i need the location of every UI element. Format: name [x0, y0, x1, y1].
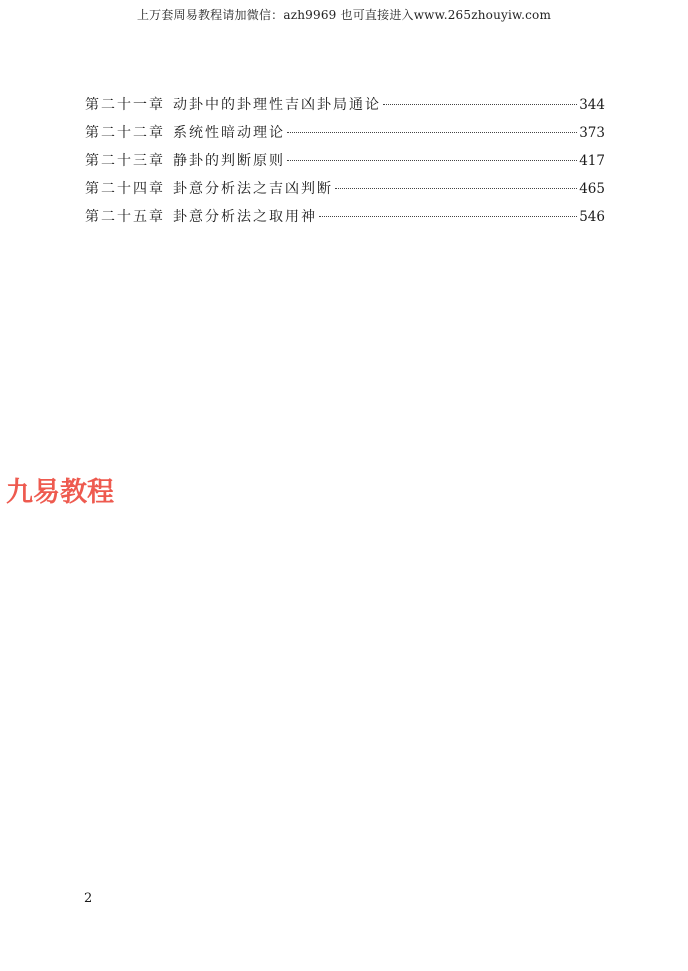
toc-page-number: 546 [579, 209, 605, 225]
toc-chapter-title: 静卦的判断原则 [173, 153, 285, 169]
toc-page-number: 417 [579, 153, 605, 169]
toc-dot-leader [287, 132, 577, 133]
toc-entry[interactable] [85, 94, 605, 122]
toc-dot-leader [319, 216, 577, 217]
toc-chapter-title: 卦意分析法之取用神 [173, 209, 317, 225]
toc-entry[interactable] [85, 178, 605, 206]
toc-entry[interactable] [85, 150, 605, 178]
toc-entry[interactable] [85, 122, 605, 150]
table-of-contents [85, 94, 605, 234]
toc-chapter-number: 第二十三章 [85, 153, 165, 169]
toc-page-number: 373 [579, 125, 605, 141]
toc-page-number: 344 [579, 97, 605, 113]
toc-dot-leader [287, 160, 577, 161]
toc-dot-leader [335, 188, 577, 189]
toc-chapter-title: 卦意分析法之吉凶判断 [173, 181, 333, 197]
page-number: 2 [84, 891, 93, 906]
toc-chapter-number: 第二十五章 [85, 209, 165, 225]
watermark-logo-text: 九易教程 [6, 477, 114, 508]
toc-chapter-title: 动卦中的卦理性吉凶卦局通论 [173, 97, 381, 113]
toc-chapter-number: 第二十二章 [85, 125, 165, 141]
toc-chapter-title: 系统性暗动理论 [173, 125, 285, 141]
page-header: 上万套周易教程请加微信：azh9969 也可直接进入www.265zhouyiw.com [136, 8, 552, 22]
toc-page-number: 465 [579, 181, 605, 197]
toc-dot-leader [383, 104, 577, 105]
toc-entry[interactable] [85, 206, 605, 234]
toc-chapter-number: 第二十一章 [85, 97, 165, 113]
toc-chapter-number: 第二十四章 [85, 181, 165, 197]
